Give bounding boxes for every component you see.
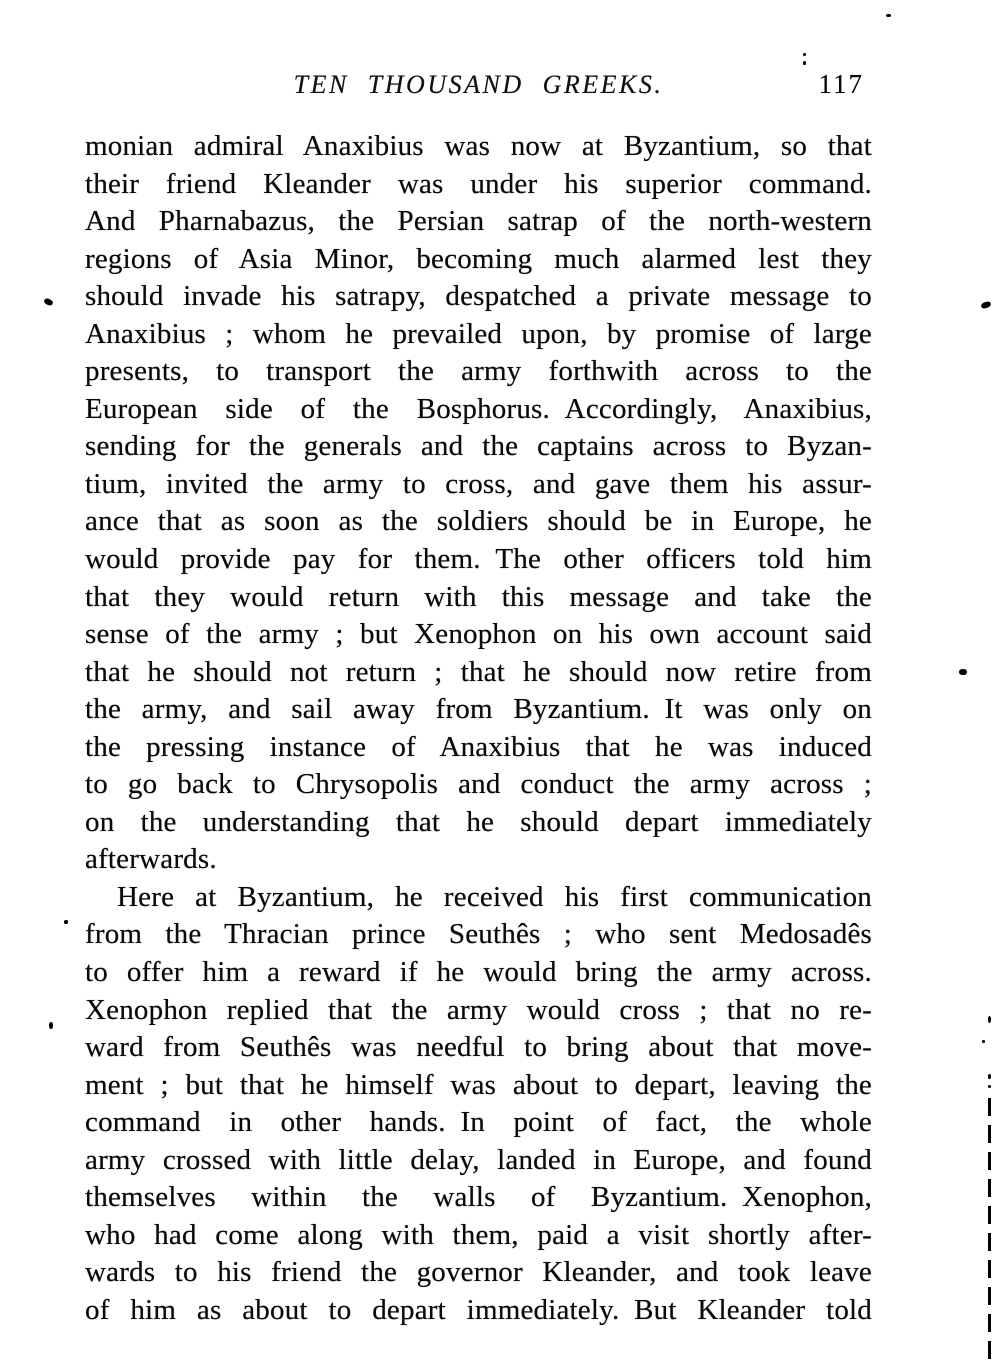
scan-speck (980, 300, 991, 309)
text-line: would provide pay for them. The other officers told him (85, 543, 872, 576)
text-line: who had come along with them, paid a visit shortly after- (85, 1218, 872, 1251)
text-line: of him as about to depart immediately. But Kleander told (85, 1293, 872, 1326)
text-line: their friend Kleander was under his superior command. (85, 167, 872, 200)
scan-speck (982, 1040, 985, 1043)
text-line: Here at Byzantium, he received his first communication (117, 880, 872, 913)
body-text (85, 128, 872, 1330)
scan-speck (64, 920, 68, 924)
text-line: that they would return with this message and take the (85, 580, 872, 613)
text-line: to offer him a reward if he would bring the army across. (85, 956, 872, 989)
scan-speck (43, 297, 54, 306)
text-line: afterwards. (85, 843, 217, 876)
scan-speck (803, 53, 806, 56)
text-line: army crossed with little delay, landed in Europe, and found (85, 1143, 872, 1176)
text-line: Xenophon replied that the army would cross ; that no re- (85, 993, 872, 1026)
text-line: monian admiral Anaxibius was now at Byzantium, so that (85, 130, 872, 162)
scan-speck (803, 61, 806, 65)
text-line: tium, invited the army to cross, and gave them his assur- (85, 467, 872, 500)
text-line: command in other hands. In point of fact, the whole (85, 1106, 872, 1139)
scan-speck (988, 1085, 991, 1088)
text-line: Anaxibius ; whom he prevailed upon, by promise of large (85, 317, 872, 350)
scan-speck (959, 669, 967, 675)
text-line: wards to his friend the governor Kleander, and took leave (85, 1256, 872, 1289)
text-line: should invade his satrapy, despatched a private message to (85, 280, 872, 313)
text-line: on the understanding that he should depart immediately (85, 805, 872, 838)
text-line: And Pharnabazus, the Persian satrap of the north-western (85, 205, 872, 238)
scan-speck (988, 1016, 991, 1023)
text-line: ward from Seuthês was needful to bring about that move- (85, 1031, 872, 1064)
text-line: the army, and sail away from Byzantium. It was only on (85, 693, 872, 726)
text-line: ment ; but that he himself was about to depart, leaving the (85, 1068, 872, 1101)
text-line: European side of the Bosphorus. Accordingly, Anaxibius, (85, 392, 872, 425)
text-line: regions of Asia Minor, becoming much alarmed lest they (85, 242, 872, 275)
page-number: 117 (818, 69, 864, 99)
text-line: sense of the army ; but Xenophon on his own account said (85, 618, 872, 651)
page-edge-scan-line (988, 1098, 991, 1368)
running-head-title: TEN THOUSAND GREEKS. (293, 70, 664, 99)
text-line: themselves within the walls of Byzantium. Xenophon, (85, 1181, 872, 1214)
scan-speck (886, 14, 891, 17)
scan-speck (49, 1022, 53, 1029)
text-line: to go back to Chrysopolis and conduct the army across ; (85, 768, 872, 801)
scan-speck (988, 1074, 991, 1079)
text-line: from the Thracian prince Seuthês ; who sent Medosadês (85, 918, 872, 951)
page-header (85, 70, 872, 100)
text-line: the pressing instance of Anaxibius that he was induced (85, 730, 872, 763)
text-line: presents, to transport the army forthwith across to the (85, 355, 872, 388)
text-line: sending for the generals and the captains across to Byzan- (85, 430, 872, 463)
text-line: that he should not return ; that he should now retire from (85, 655, 872, 688)
text-line: ance that as soon as the soldiers should be in Europe, he (85, 505, 872, 538)
